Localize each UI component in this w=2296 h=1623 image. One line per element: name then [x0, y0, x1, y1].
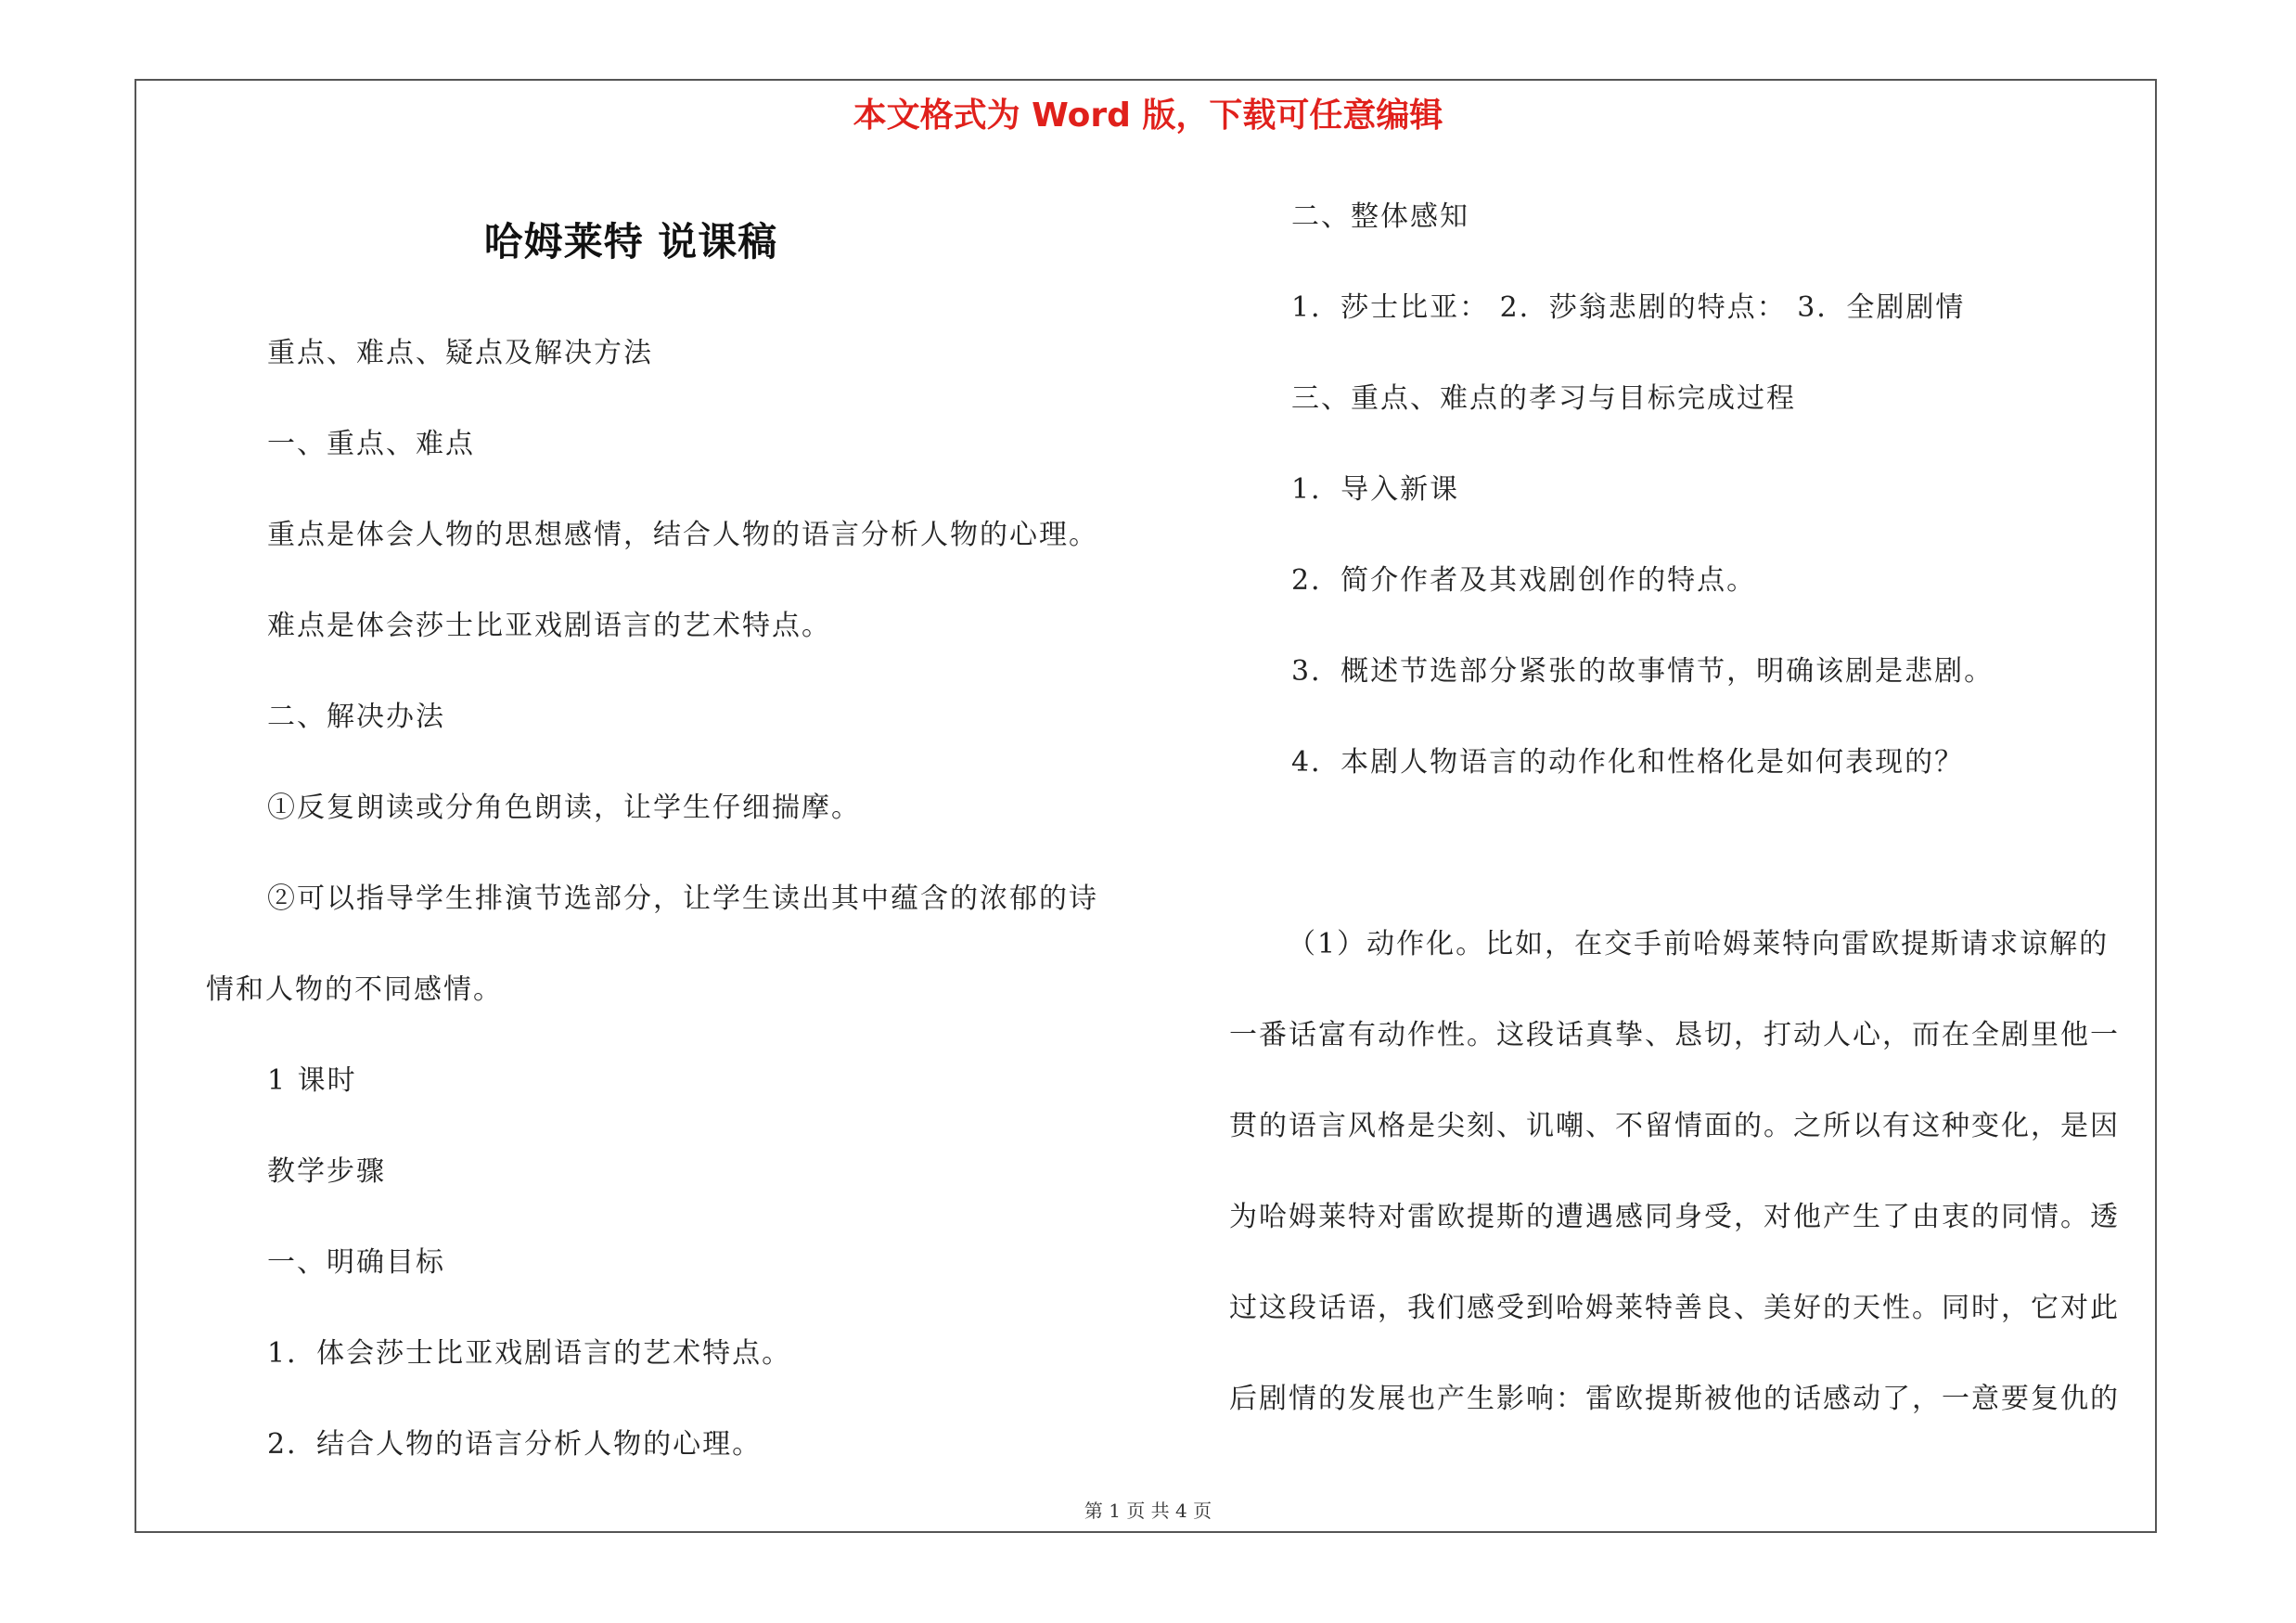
document-title: 哈姆莱特 说课稿 — [483, 219, 778, 264]
paragraph: 重点、难点、疑点及解决方法 — [267, 337, 653, 369]
paragraph-continuation: 贯的语言风格是尖刻、讥嘲、不留情面的。之所以有这种变化，是因 — [1229, 1110, 2120, 1142]
paragraph-continuation: 情和人物的不同感情。 — [206, 973, 503, 1006]
section-heading: 二、整体感知 — [1291, 200, 1469, 233]
list-item: 3．概述节选部分紧张的故事情节，明确该剧是悲剧。 — [1291, 655, 1995, 688]
section-heading: 三、重点、难点的孝习与目标完成过程 — [1291, 382, 1796, 415]
paragraph-continuation: 过这段话语，我们感受到哈姆莱特善良、美好的天性。同时，它对此 — [1229, 1292, 2120, 1324]
paragraph: ②可以指导学生排演节选部分，让学生读出其中蕴含的浓郁的诗 — [267, 882, 1098, 915]
list-item: 1．体会莎士比亚戏剧语言的艺术特点。 — [267, 1337, 792, 1370]
section-heading: 二、解决办法 — [267, 701, 445, 733]
paragraph: 难点是体会莎士比亚戏剧语言的艺术特点。 — [267, 610, 831, 642]
paragraph: （1）动作化。比如，在交手前哈姆莱特向雷欧提斯请求谅解的 — [1288, 928, 2110, 960]
section-heading: 一、明确目标 — [267, 1246, 445, 1279]
format-notice-banner: 本文格式为 Word 版，下载可任意编辑 — [853, 97, 1443, 135]
list-item: 2．简介作者及其戏剧创作的特点。 — [1291, 564, 1757, 597]
paragraph: ①反复朗读或分角色朗读，让学生仔细揣摩。 — [267, 792, 861, 824]
list-item: 1．莎士比亚： 2．莎翁悲剧的特点： 3．全剧剧情 — [1291, 291, 1966, 324]
paragraph: 1 课时 — [267, 1064, 357, 1097]
section-heading: 一、重点、难点 — [267, 428, 475, 460]
page-number-footer: 第 1 页 共 4 页 — [1084, 1500, 1212, 1522]
list-item: 4．本剧人物语言的动作化和性格化是如何表现的？ — [1291, 746, 1965, 779]
paragraph-continuation: 为哈姆莱特对雷欧提斯的遭遇感同身受，对他产生了由衷的同情。透 — [1229, 1201, 2120, 1233]
list-item: 1．导入新课 — [1291, 473, 1460, 506]
list-item: 2．结合人物的语言分析人物的心理。 — [267, 1428, 763, 1461]
paragraph: 教学步骤 — [267, 1155, 386, 1188]
paragraph-continuation: 一番话富有动作性。这段话真挚、恳切，打动人心，而在全剧里他一 — [1229, 1019, 2120, 1051]
paragraph-continuation: 后剧情的发展也产生影响：雷欧提斯被他的话感动了，一意要复仇的 — [1229, 1383, 2120, 1415]
paragraph: 重点是体会人物的思想感情，结合人物的语言分析人物的心理。 — [267, 519, 1098, 551]
